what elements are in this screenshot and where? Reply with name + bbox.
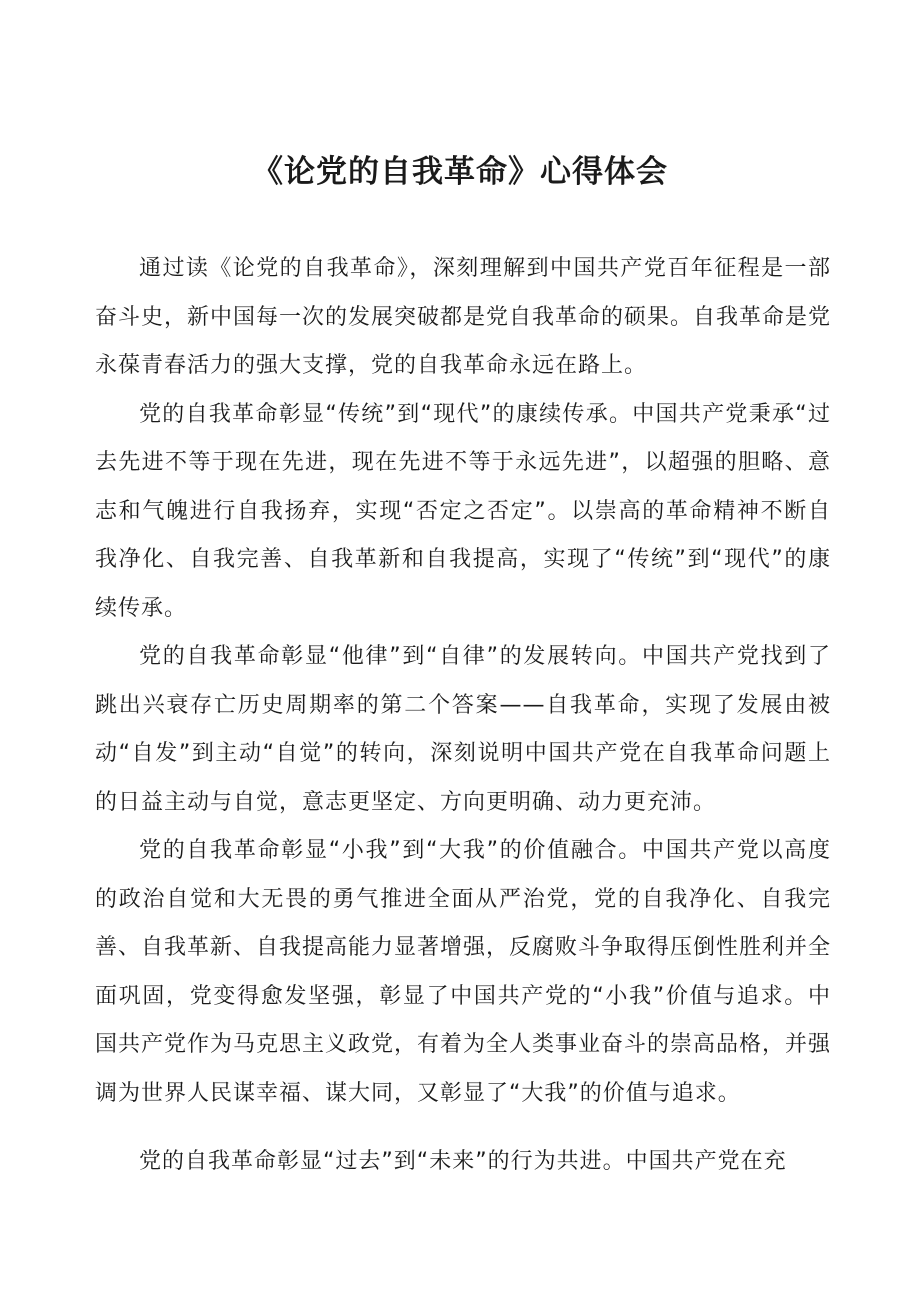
paragraph-heteronomy-autonomy: 党的自我革命彰显“他律”到“自律”的发展转向。中国共产党找到了跳出兴衰存亡历史周期率的第二个答案——自我革命，实现了发展由被动“自发”到主动“自觉”的转向，深刻说明中国共产党在自我革命问题上的日益主动与自觉，意志更坚定、方向更明确、动力更充沛。 bbox=[95, 644, 831, 815]
paragraph-intro: 通过读《论党的自我革命》，深刻理解到中国共产党百年征程是一部奋斗史，新中国每一次的发展突破都是党自我革命的硕果。自我革命是党永葆青春活力的强大支撑，党的自我革命永远在路上。 bbox=[95, 256, 832, 378]
paragraph-small-self-big-self: 党的自我革命彰显“小我”到“大我”的价值融合。中国共产党以高度的政治自觉和大无畏的勇气推进全面从严治党，党的自我净化、自我完善、自我革新、自我提高能力显著增强，反腐败斗争取得压倒性胜利并全面巩固，党变得愈发坚强，彰显了中国共产党的“小我”价值与追求。中国共产党作为马克思主义政党，有着为全人类事业奋斗的崇高品格，并强调为世界人民谋幸福、谋大同，又彰显了“大我”的价值与追求。 bbox=[95, 838, 832, 1106]
paragraph-past-future: 党的自我革命彰显“过去”到“未来”的行为共进。中国共产党在充 bbox=[139, 1149, 787, 1174]
document-title: 《论党的自我革命》心得体会 bbox=[252, 154, 668, 190]
document-body bbox=[95, 245, 831, 1187]
paragraph-tradition-modern: 党的自我革命彰显“传统”到“现代”的康续传承。中国共产党秉承“过去先进不等于现在先进，现在先进不等于永远先进”，以超强的胆略、意志和气魄进行自我扬弃，实现“否定之否定”。以崇高的革命精神不断自我净化、自我完善、自我革新和自我提高，实现了“传统”到“现代”的康续传承。 bbox=[95, 401, 831, 621]
